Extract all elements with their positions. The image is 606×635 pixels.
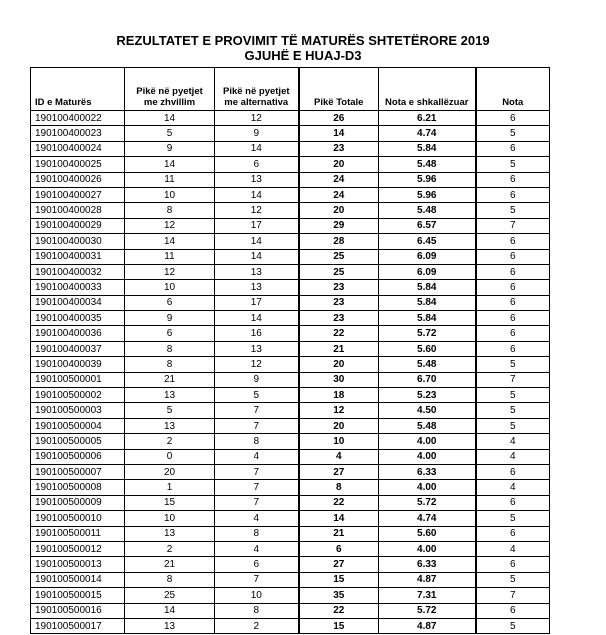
cell-total-points: 10 <box>299 434 379 449</box>
table-row <box>31 449 550 464</box>
cell-student-id: 190100500007 <box>31 464 125 479</box>
cell-total-points: 18 <box>299 388 379 403</box>
cell-total-points: 24 <box>299 172 379 187</box>
cell-grade: 6 <box>476 172 550 187</box>
cell-student-id: 190100500010 <box>31 511 125 526</box>
cell-choice-points: 6 <box>215 157 299 172</box>
cell-student-id: 190100400024 <box>31 141 125 156</box>
table-row <box>31 403 550 418</box>
cell-open-points: 8 <box>125 357 215 372</box>
cell-grade: 6 <box>476 280 550 295</box>
cell-open-points: 14 <box>125 157 215 172</box>
cell-open-points: 12 <box>125 218 215 233</box>
cell-grade: 6 <box>476 341 550 356</box>
cell-student-id: 190100400029 <box>31 218 125 233</box>
cell-scaled-grade: 5.96 <box>379 172 476 187</box>
cell-total-points: 20 <box>299 418 379 433</box>
cell-scaled-grade: 5.72 <box>379 326 476 341</box>
header-choice-points-line: me alternativa <box>224 97 289 108</box>
cell-choice-points: 6 <box>215 557 299 572</box>
cell-grade: 6 <box>476 603 550 618</box>
cell-student-id: 190100500008 <box>31 480 125 495</box>
table-row <box>31 603 550 618</box>
cell-scaled-grade: 5.60 <box>379 526 476 541</box>
cell-total-points: 21 <box>299 526 379 541</box>
cell-grade: 5 <box>476 388 550 403</box>
cell-open-points: 21 <box>125 372 215 387</box>
cell-open-points: 2 <box>125 434 215 449</box>
cell-grade: 6 <box>476 264 550 279</box>
cell-scaled-grade: 5.72 <box>379 603 476 618</box>
cell-choice-points: 7 <box>215 464 299 479</box>
table-row <box>31 526 550 541</box>
table-row <box>31 157 550 172</box>
cell-scaled-grade: 4.87 <box>379 618 476 633</box>
table-row <box>31 126 550 141</box>
table-row <box>31 618 550 633</box>
cell-choice-points: 4 <box>215 449 299 464</box>
cell-total-points: 22 <box>299 603 379 618</box>
cell-open-points: 12 <box>125 264 215 279</box>
cell-student-id: 190100500003 <box>31 403 125 418</box>
cell-scaled-grade: 6.21 <box>379 111 476 126</box>
cell-scaled-grade: 5.23 <box>379 388 476 403</box>
cell-scaled-grade: 4.00 <box>379 449 476 464</box>
cell-total-points: 27 <box>299 557 379 572</box>
cell-student-id: 190100500012 <box>31 541 125 556</box>
header-scaled-grade-line: Nota e shkallëzuar <box>385 97 469 108</box>
cell-open-points: 1 <box>125 480 215 495</box>
table-row <box>31 434 550 449</box>
cell-choice-points: 8 <box>215 603 299 618</box>
cell-student-id: 190100400037 <box>31 341 125 356</box>
cell-scaled-grade: 5.60 <box>379 341 476 356</box>
cell-student-id: 190100400033 <box>31 280 125 295</box>
cell-total-points: 24 <box>299 187 379 202</box>
cell-grade: 6 <box>476 311 550 326</box>
cell-scaled-grade: 4.00 <box>379 480 476 495</box>
cell-grade: 5 <box>476 418 550 433</box>
table-row <box>31 187 550 202</box>
document-title <box>0 33 606 63</box>
cell-grade: 6 <box>476 557 550 572</box>
header-row <box>31 68 550 111</box>
cell-total-points: 27 <box>299 464 379 479</box>
cell-student-id: 190100500001 <box>31 372 125 387</box>
cell-choice-points: 7 <box>215 495 299 510</box>
cell-open-points: 13 <box>125 418 215 433</box>
title-line-exam: REZULTATET E PROVIMIT TË MATURËS SHTETËRORE 2019 <box>116 33 490 48</box>
cell-choice-points: 5 <box>215 388 299 403</box>
cell-student-id: 190100400027 <box>31 187 125 202</box>
header-open-points <box>125 68 215 111</box>
cell-open-points: 6 <box>125 295 215 310</box>
cell-grade: 7 <box>476 588 550 603</box>
cell-total-points: 20 <box>299 357 379 372</box>
cell-grade: 4 <box>476 449 550 464</box>
cell-student-id: 190100500017 <box>31 618 125 633</box>
cell-open-points: 0 <box>125 449 215 464</box>
table-row <box>31 511 550 526</box>
cell-grade: 6 <box>476 526 550 541</box>
header-id-line: ID e Maturës <box>35 97 92 108</box>
cell-choice-points: 7 <box>215 418 299 433</box>
cell-open-points: 20 <box>125 464 215 479</box>
table-row <box>31 326 550 341</box>
cell-student-id: 190100400026 <box>31 172 125 187</box>
cell-choice-points: 7 <box>215 403 299 418</box>
cell-grade: 5 <box>476 572 550 587</box>
cell-student-id: 190100400028 <box>31 203 125 218</box>
cell-scaled-grade: 4.74 <box>379 126 476 141</box>
cell-total-points: 25 <box>299 249 379 264</box>
cell-scaled-grade: 6.70 <box>379 372 476 387</box>
cell-open-points: 8 <box>125 341 215 356</box>
header-scaled-grade <box>379 68 476 111</box>
title-line-subject: GJUHË E HUAJ-D3 <box>244 48 362 63</box>
cell-open-points: 14 <box>125 603 215 618</box>
header-grade <box>476 68 550 111</box>
cell-choice-points: 4 <box>215 511 299 526</box>
cell-open-points: 8 <box>125 572 215 587</box>
table-row <box>31 557 550 572</box>
cell-grade: 5 <box>476 511 550 526</box>
cell-grade: 6 <box>476 495 550 510</box>
cell-grade: 5 <box>476 203 550 218</box>
cell-grade: 7 <box>476 372 550 387</box>
cell-grade: 5 <box>476 157 550 172</box>
results-table <box>30 67 550 634</box>
table-row <box>31 280 550 295</box>
cell-choice-points: 7 <box>215 572 299 587</box>
cell-student-id: 190100400039 <box>31 357 125 372</box>
cell-student-id: 190100400036 <box>31 326 125 341</box>
header-choice-points-line: Pikë në pyetjet <box>222 86 290 97</box>
cell-choice-points: 10 <box>215 588 299 603</box>
cell-student-id: 190100500006 <box>31 449 125 464</box>
cell-total-points: 22 <box>299 495 379 510</box>
cell-student-id: 190100400030 <box>31 234 125 249</box>
table-row <box>31 172 550 187</box>
table-row <box>31 495 550 510</box>
cell-open-points: 21 <box>125 557 215 572</box>
cell-scaled-grade: 6.09 <box>379 264 476 279</box>
cell-choice-points: 8 <box>215 526 299 541</box>
table-row <box>31 464 550 479</box>
cell-total-points: 35 <box>299 588 379 603</box>
cell-student-id: 190100500005 <box>31 434 125 449</box>
cell-scaled-grade: 5.84 <box>379 280 476 295</box>
cell-scaled-grade: 7.31 <box>379 588 476 603</box>
cell-student-id: 190100400035 <box>31 311 125 326</box>
cell-open-points: 25 <box>125 588 215 603</box>
cell-total-points: 20 <box>299 203 379 218</box>
results-table-body <box>31 111 550 634</box>
cell-student-id: 190100400022 <box>31 111 125 126</box>
cell-total-points: 14 <box>299 126 379 141</box>
cell-grade: 6 <box>476 141 550 156</box>
table-row <box>31 111 550 126</box>
cell-scaled-grade: 4.74 <box>379 511 476 526</box>
cell-grade: 6 <box>476 326 550 341</box>
cell-total-points: 23 <box>299 311 379 326</box>
header-id <box>31 68 125 111</box>
cell-scaled-grade: 5.48 <box>379 203 476 218</box>
table-row <box>31 141 550 156</box>
cell-choice-points: 2 <box>215 618 299 633</box>
cell-student-id: 190100500015 <box>31 588 125 603</box>
cell-open-points: 6 <box>125 326 215 341</box>
cell-grade: 5 <box>476 357 550 372</box>
cell-scaled-grade: 5.48 <box>379 357 476 372</box>
table-row <box>31 541 550 556</box>
table-row <box>31 572 550 587</box>
cell-open-points: 13 <box>125 388 215 403</box>
table-row <box>31 311 550 326</box>
cell-student-id: 190100500014 <box>31 572 125 587</box>
cell-total-points: 26 <box>299 111 379 126</box>
cell-choice-points: 14 <box>215 141 299 156</box>
cell-open-points: 5 <box>125 126 215 141</box>
cell-grade: 5 <box>476 403 550 418</box>
cell-choice-points: 8 <box>215 434 299 449</box>
cell-student-id: 190100400034 <box>31 295 125 310</box>
cell-total-points: 6 <box>299 541 379 556</box>
cell-scaled-grade: 5.48 <box>379 418 476 433</box>
cell-grade: 7 <box>476 218 550 233</box>
cell-total-points: 20 <box>299 157 379 172</box>
cell-choice-points: 9 <box>215 372 299 387</box>
cell-total-points: 30 <box>299 372 379 387</box>
cell-student-id: 190100400032 <box>31 264 125 279</box>
cell-grade: 6 <box>476 295 550 310</box>
cell-total-points: 14 <box>299 511 379 526</box>
cell-open-points: 5 <box>125 403 215 418</box>
cell-scaled-grade: 6.33 <box>379 557 476 572</box>
cell-choice-points: 12 <box>215 111 299 126</box>
cell-student-id: 190100500013 <box>31 557 125 572</box>
cell-choice-points: 12 <box>215 203 299 218</box>
cell-scaled-grade: 4.00 <box>379 541 476 556</box>
cell-scaled-grade: 5.72 <box>379 495 476 510</box>
cell-grade: 6 <box>476 249 550 264</box>
cell-open-points: 13 <box>125 526 215 541</box>
cell-grade: 5 <box>476 126 550 141</box>
cell-open-points: 8 <box>125 203 215 218</box>
cell-grade: 6 <box>476 111 550 126</box>
cell-scaled-grade: 4.87 <box>379 572 476 587</box>
cell-scaled-grade: 6.45 <box>379 234 476 249</box>
header-open-points-line: me zhvillim <box>143 97 196 108</box>
table-row <box>31 588 550 603</box>
cell-student-id: 190100500004 <box>31 418 125 433</box>
table-row <box>31 218 550 233</box>
cell-student-id: 190100400025 <box>31 157 125 172</box>
header-total-points-line: Pikë Totale <box>314 97 364 108</box>
cell-total-points: 25 <box>299 264 379 279</box>
cell-total-points: 15 <box>299 618 379 633</box>
header-total-points <box>299 68 379 111</box>
cell-scaled-grade: 4.50 <box>379 403 476 418</box>
cell-choice-points: 13 <box>215 341 299 356</box>
cell-open-points: 15 <box>125 495 215 510</box>
cell-choice-points: 17 <box>215 218 299 233</box>
cell-scaled-grade: 5.84 <box>379 295 476 310</box>
table-row <box>31 264 550 279</box>
cell-scaled-grade: 4.00 <box>379 434 476 449</box>
cell-choice-points: 9 <box>215 126 299 141</box>
cell-open-points: 2 <box>125 541 215 556</box>
results-table-header <box>31 68 550 111</box>
cell-choice-points: 13 <box>215 264 299 279</box>
cell-student-id: 190100400023 <box>31 126 125 141</box>
cell-total-points: 23 <box>299 141 379 156</box>
cell-choice-points: 14 <box>215 234 299 249</box>
cell-scaled-grade: 5.84 <box>379 311 476 326</box>
cell-open-points: 9 <box>125 311 215 326</box>
cell-student-id: 190100500011 <box>31 526 125 541</box>
cell-choice-points: 14 <box>215 249 299 264</box>
table-row <box>31 388 550 403</box>
cell-scaled-grade: 6.57 <box>379 218 476 233</box>
cell-open-points: 10 <box>125 511 215 526</box>
table-row <box>31 372 550 387</box>
cell-total-points: 28 <box>299 234 379 249</box>
cell-student-id: 190100500016 <box>31 603 125 618</box>
cell-choice-points: 16 <box>215 326 299 341</box>
cell-grade: 5 <box>476 618 550 633</box>
cell-choice-points: 17 <box>215 295 299 310</box>
table-row <box>31 203 550 218</box>
cell-open-points: 10 <box>125 187 215 202</box>
cell-grade: 4 <box>476 434 550 449</box>
cell-choice-points: 4 <box>215 541 299 556</box>
cell-scaled-grade: 5.48 <box>379 157 476 172</box>
table-row <box>31 480 550 495</box>
cell-total-points: 15 <box>299 572 379 587</box>
cell-open-points: 14 <box>125 234 215 249</box>
table-row <box>31 249 550 264</box>
cell-choice-points: 14 <box>215 187 299 202</box>
cell-open-points: 13 <box>125 618 215 633</box>
cell-scaled-grade: 6.09 <box>379 249 476 264</box>
cell-total-points: 21 <box>299 341 379 356</box>
cell-choice-points: 7 <box>215 480 299 495</box>
cell-total-points: 29 <box>299 218 379 233</box>
cell-choice-points: 12 <box>215 357 299 372</box>
cell-scaled-grade: 5.84 <box>379 141 476 156</box>
cell-student-id: 190100500002 <box>31 388 125 403</box>
cell-choice-points: 13 <box>215 280 299 295</box>
cell-choice-points: 13 <box>215 172 299 187</box>
cell-grade: 4 <box>476 480 550 495</box>
cell-total-points: 22 <box>299 326 379 341</box>
cell-scaled-grade: 6.33 <box>379 464 476 479</box>
cell-total-points: 23 <box>299 280 379 295</box>
cell-open-points: 11 <box>125 249 215 264</box>
cell-open-points: 14 <box>125 111 215 126</box>
table-row <box>31 418 550 433</box>
header-open-points-line: Pikë në pyetjet <box>136 86 203 97</box>
cell-student-id: 190100500009 <box>31 495 125 510</box>
cell-open-points: 11 <box>125 172 215 187</box>
header-choice-points <box>215 68 299 111</box>
table-row <box>31 341 550 356</box>
cell-open-points: 10 <box>125 280 215 295</box>
table-row <box>31 295 550 310</box>
cell-total-points: 8 <box>299 480 379 495</box>
cell-total-points: 23 <box>299 295 379 310</box>
header-grade-line: Nota <box>502 97 524 108</box>
cell-grade: 6 <box>476 187 550 202</box>
cell-scaled-grade: 5.96 <box>379 187 476 202</box>
cell-total-points: 4 <box>299 449 379 464</box>
table-row <box>31 234 550 249</box>
cell-choice-points: 14 <box>215 311 299 326</box>
cell-student-id: 190100400031 <box>31 249 125 264</box>
table-row <box>31 357 550 372</box>
cell-total-points: 12 <box>299 403 379 418</box>
cell-open-points: 9 <box>125 141 215 156</box>
cell-grade: 4 <box>476 541 550 556</box>
cell-grade: 6 <box>476 234 550 249</box>
cell-grade: 6 <box>476 464 550 479</box>
